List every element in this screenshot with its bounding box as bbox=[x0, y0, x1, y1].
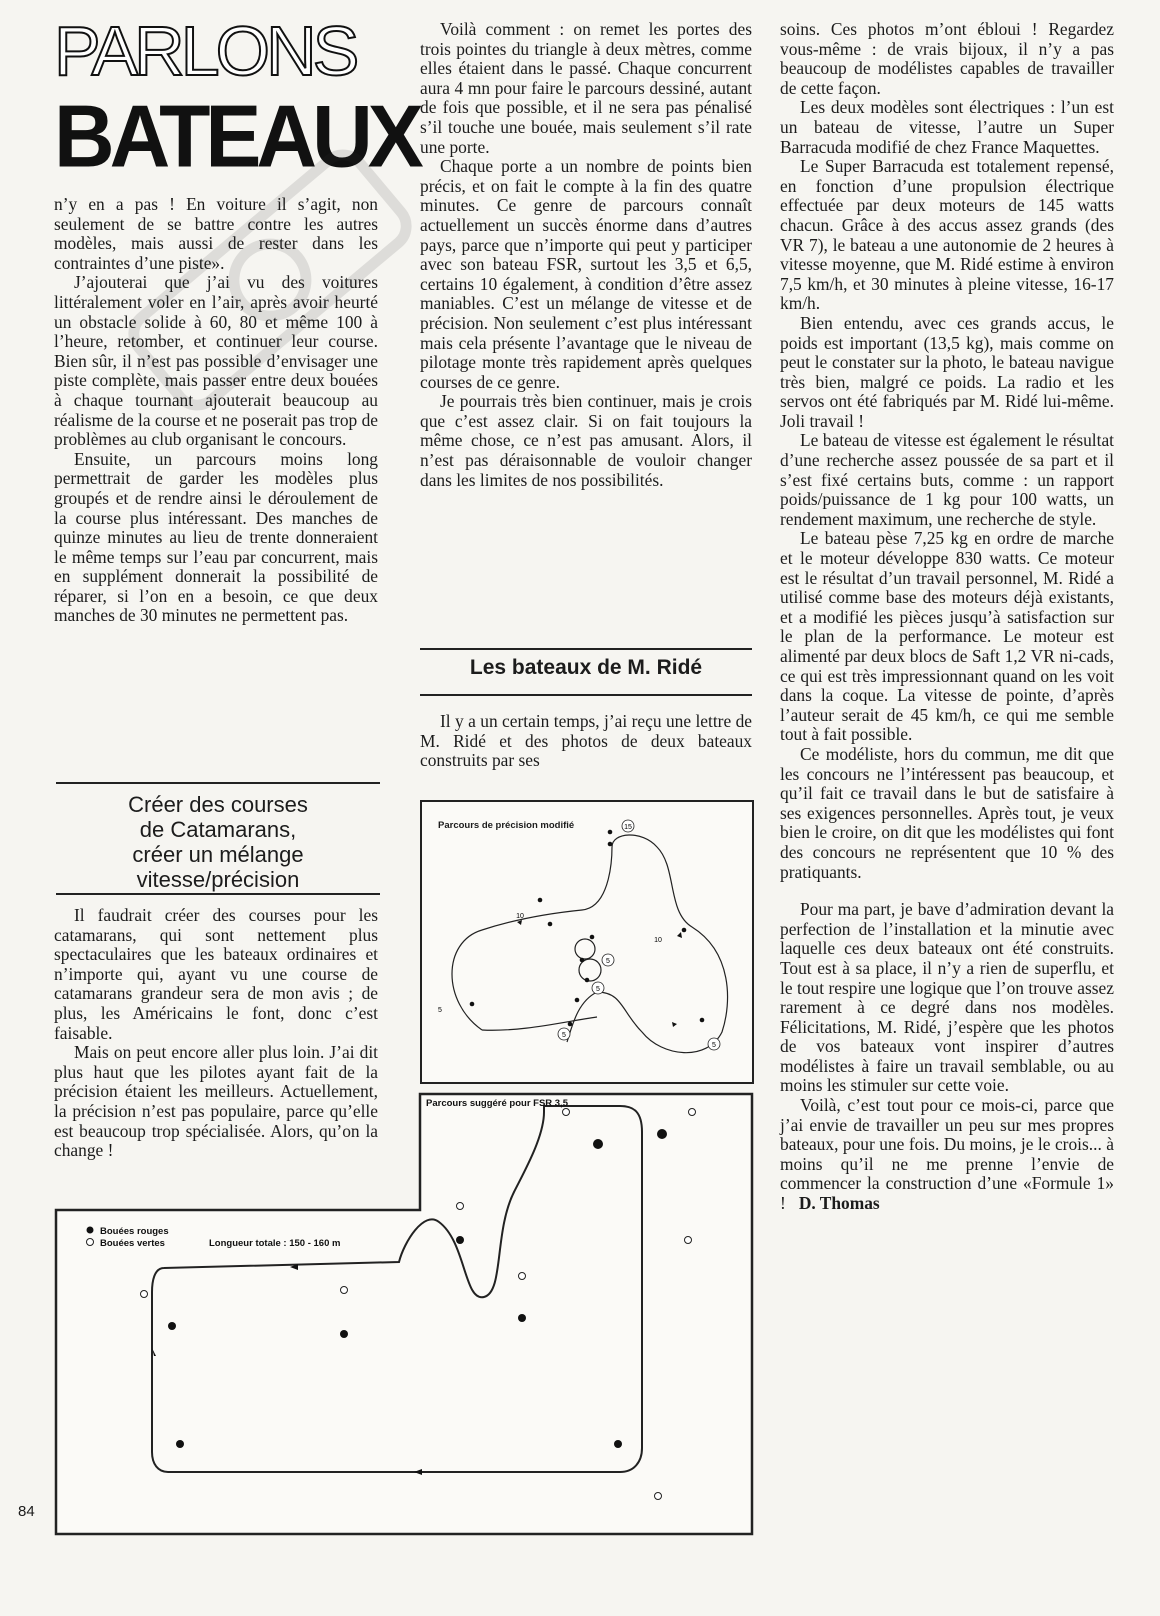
divider bbox=[56, 782, 380, 784]
subheading-line: de Catamarans, bbox=[139, 817, 297, 842]
gate-value: 5 bbox=[562, 1032, 566, 1039]
title-line-2: BATEAUX bbox=[54, 86, 419, 186]
column-1-text bbox=[54, 195, 378, 626]
paragraph: Mais on peut encore aller plus loin. J’ai dit plus haut que les pilotes ayant fait de la précision étaient les meilleurs. Actuellement, la précision n’est pas populaire, parce qu’elle est beaucoup trop spécialisée. Alors, qu’on la change ! bbox=[54, 1042, 378, 1161]
divider bbox=[420, 648, 752, 650]
paragraph: Il y a un certain temps, j’ai reçu une lettre de M. Ridé et des photos de deux bateaux construits par ses bbox=[420, 711, 752, 771]
divider bbox=[56, 893, 380, 895]
paragraph: Il faudrait créer des courses pour les catamarans, qui sont nettement plus spectaculaires que les bateaux ordinaires et n’importe qui, ayant vu une course de catamarans grandeur sera de mon avis ; de plus, les Américains le font, donc c’est faisable. bbox=[54, 905, 378, 1043]
gate-value: 5 bbox=[606, 958, 610, 965]
paragraph: Voilà comment : on remet les portes des trois pointes du triangle à deux mètres, comme elles étaient dans le passé. Chaque concurrent aura 4 mn pour faire le parcours dessiné, autant de fois que possible, et il ne sera pas pénalisé s’il touche une bouée, mais seulement s’il rate une porte. bbox=[420, 19, 752, 157]
gate-value: 10 bbox=[516, 913, 524, 920]
paragraph: Le bateau de vitesse est également le résultat d’une recherche assez poussée de sa part et il s’est fixé certains buts, comme : un rapport poids/puissance de 1 kg pour 100 watts, un rendement maximum, une recherche de style. bbox=[780, 430, 1114, 529]
closing-text: Voilà, c’est tout pour ce mois-ci, parce que j’ai envie de travailler un peu sur mes propres bateaux, pour une fois. Du moins, je le crois... à moins qu’il ne me prenne l’envie de commencer la construction d’une «Formule 1» ! bbox=[780, 1095, 1114, 1214]
page-number: 84 bbox=[18, 1503, 35, 1520]
subheading-line: créer un mélange bbox=[132, 842, 304, 867]
paragraph: Pour ma part, je bave d’admiration devant la perfection de l’installation et la minutie avec laquelle ces deux bateaux ont été construits. Tout est à sa place, il n’y a rien de superflu, et le tout respire une logique que l’on trouve assez rarement à ce degré dans nos modèles. Félicitations, M. Ridé, j’espère que les photos de vos bateaux vont inspirer d’autres modélistes à faire un travail semblable, ou au moins les stimuler sur cette voie. bbox=[780, 899, 1114, 1096]
gate-value: 5 bbox=[596, 986, 600, 993]
paragraph: J’ajouterai que j’ai vu des voitures littéralement voler en l’air, après avoir heurté un obstacle solide à 60, 80 et même 100 à l’heure, retomber, et continuer leur course. Bien sûr, il n’est pas possible d’envisager une piste complète, mais passer entre deux bouées à chaque tournant ajouterait beaucoup au réalisme de la course et ne poserait pas trop de problèmes au club organisant le concours. bbox=[54, 272, 379, 450]
subheading-ride: Les bateaux de M. Ridé bbox=[469, 656, 703, 679]
paragraph: Le Super Barracuda est totalement repensé, en fonction d’une propulsion électrique effectuée par deux moteurs de 145 watts chacun. Grâce à des accus assez grands (des VR 7), le bateau a une autonomie de 2 heures à vitesse moyenne, que M. Ridé estime à environ 7,5 km/h, et 30 minutes à pleine vitesse, 16-17 km/h. bbox=[780, 156, 1114, 314]
gate-value: 15 bbox=[624, 824, 632, 831]
paragraph bbox=[780, 1096, 1114, 1214]
page-title bbox=[54, 12, 419, 186]
paragraph: n’y en a pas ! En voiture il s’agit, non seulement de se battre contre les autres modèles, mais aussi de rester dans les contraintes d’une piste». bbox=[54, 194, 378, 273]
paragraph: Chaque porte a un nombre de points bien précis, et on fait le compte à la fin des quatre minutes. Ce genre de parcours connaît actuellement un succès énorme dans d’autres pays, parce que n’importe qui peut y participer avec son bateau FSR, surtout les 3,5 et 6,5, certains 10 également, à condition d’être assez maniables. C’est un mélange de vitesse et de précision. Non seulement c’est plus intéressant mais cela présente l’avantage que le niveau de pilotage monte très rapidement après quelques courses de ce genre. bbox=[420, 156, 752, 392]
figure-title: Parcours suggéré pour FSR 3,5 bbox=[426, 1098, 569, 1109]
gate-value: 5 bbox=[712, 1042, 716, 1049]
paragraph: Les deux modèles sont électriques : l’un est un bateau de vitesse, l’autre un Super Barracuda modifié de chez France Maquettes. bbox=[780, 97, 1114, 157]
divider bbox=[420, 694, 752, 696]
figure-precision-course bbox=[420, 800, 754, 1084]
figure-title: Parcours de précision modifié bbox=[438, 820, 575, 831]
subheading-line: Créer des courses bbox=[128, 792, 308, 817]
title-line-1: PARLONS bbox=[54, 12, 356, 90]
paragraph: Le bateau pèse 7,25 kg en ordre de marche et le moteur développe 830 watts. Ce moteur est le résultat d’un travail personnel, M. Ridé a utilisé comme base des moteurs déjà existants, et a modifié les pièces jusqu’à satisfaction sur le plan de la performance. Le moteur est alimenté par deux blocs de Saft 1,2 VR ni-cads, ce qui est très impressionnant quand on les voit dans la coque. La vitesse de pointe, d’après l’auteur serait de 45 km/h, ce qui me semble tout à fait possible. bbox=[780, 528, 1114, 745]
paragraph: Ce modéliste, hors du commun, me dit que les concours ne l’intéressent pas beaucoup, et qu’il fait ce travail dans le but de satisfaire à ses exigences personnelles. Après tout, je veux bien le croire, on dit que les modélistes qui font des concours ne représentent que 10 % des pratiquants. bbox=[780, 743, 1114, 882]
gate-value: 10 bbox=[654, 937, 662, 944]
paragraph: Je pourrais très bien continuer, mais je crois que c’est assez clair. Si on fait toujours la même chose, ce n’est pas amusant. Alors, il n’est pas déraisonnable de vouloir changer dans les limites de nos possibilités. bbox=[420, 391, 752, 490]
legend-green-label: Bouées vertes bbox=[100, 1238, 165, 1249]
paragraph: Ensuite, un parcours moins long permettrait de garder les modèles plus groupés et de rendre ainsi le déroulement de la course plus intéressant. Des manches de quinze minutes au lieu de trente donneraient le même temps sur l’eau par concurrent, mais en supplément donnerait la possibilité de réparer, si l’on en a besoin, ce que deux manches de 30 minutes ne permettent pas. bbox=[54, 448, 378, 626]
paragraph: soins. Ces photos m’ont ébloui ! Regardez vous-même : de vrais bijoux, il n’y a pas beaucoup de modélistes capables de travailler de cette façon. bbox=[780, 19, 1114, 98]
column-2-text bbox=[420, 20, 752, 490]
column-2-text-2 bbox=[420, 712, 752, 771]
subheading-line: vitesse/précision bbox=[136, 867, 300, 892]
total-length: Longueur totale : 150 - 160 m bbox=[209, 1238, 341, 1249]
column-3-text bbox=[780, 20, 1114, 1214]
signature: D. Thomas bbox=[798, 1193, 880, 1214]
paragraph: Bien entendu, avec ces grands accus, le poids est important (13,5 kg), mais comme on peut le constater sur la photo, le bateau navigue très bien, malgré ce poids. La radio et les servos ont été fabriqués par M. Ridé lui-même. Joli travail ! bbox=[780, 312, 1114, 431]
gate-value: 5 bbox=[438, 1007, 442, 1014]
precision-course-diagram bbox=[422, 802, 752, 1082]
figure-fsr-course bbox=[54, 1092, 774, 1552]
subheading-catamarans bbox=[56, 792, 380, 892]
legend-red-label: Bouées rouges bbox=[100, 1226, 169, 1237]
